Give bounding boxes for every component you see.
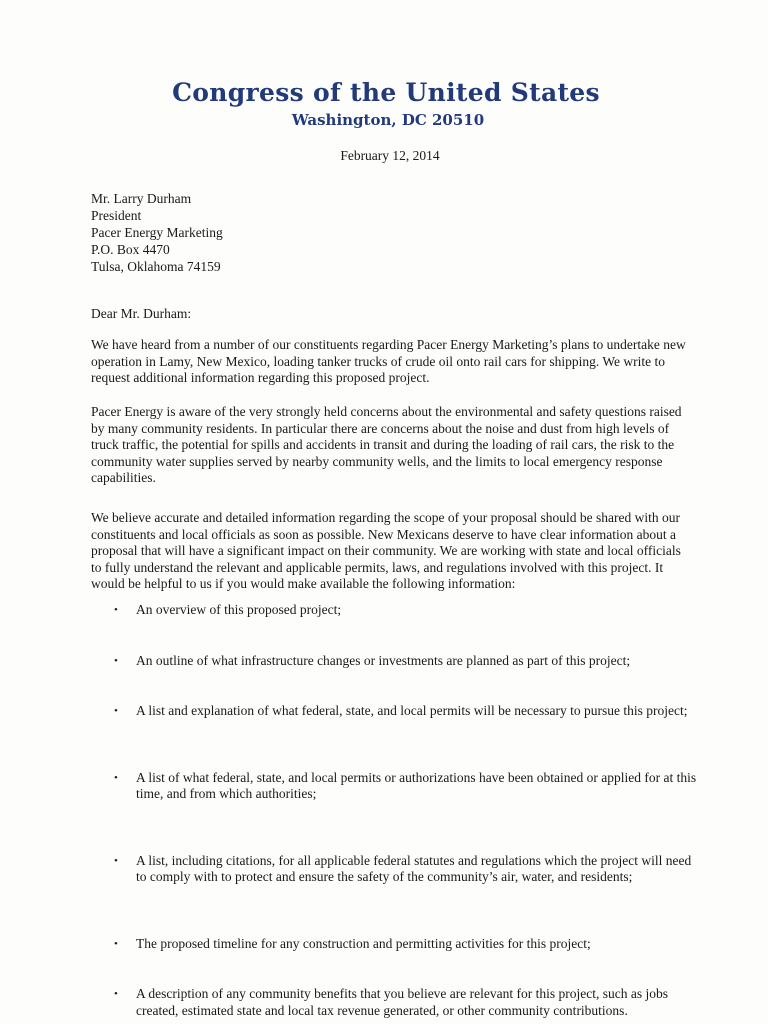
- letterhead-address: Washington, DC 20510: [291, 111, 485, 129]
- list-item: [114, 853, 704, 886]
- paragraph: We believe accurate and detailed information regarding the scope of your proposal should be shared with our constituents and local officials as soon as possible. New Mexicans deserve to have clear information about a proposal that will have a significant impact on their community. We are working with state and local officials to fully understand the relevant and applicable permits, laws, and regulations involved with this project. It would be helpful to us if you would make available the following information:: [91, 510, 681, 591]
- list-item: [114, 653, 704, 670]
- list-item-text: A list of what federal, state, and local permits or authorizations have been obtained or applied for at this time, and from which authorities;: [136, 769, 697, 801]
- recipient-title: President: [91, 208, 142, 223]
- letterhead-title: Congress of the United States: [172, 78, 600, 107]
- request-list: [114, 602, 704, 1018]
- recipient-po-box: P.O. Box 4470: [91, 242, 170, 257]
- bullet-icon: •: [114, 705, 118, 717]
- list-item-text: An overview of this proposed project;: [136, 602, 342, 617]
- list-item: [114, 602, 704, 619]
- letterhead: [0, 78, 768, 130]
- recipient-name: Mr. Larry Durham: [91, 191, 192, 206]
- list-item: [114, 986, 704, 1019]
- bullet-icon: •: [114, 604, 118, 616]
- bullet-icon: •: [114, 854, 118, 867]
- paragraph: Pacer Energy is aware of the very strongly held concerns about the environmental and safety questions raised by many community residents. In particular there are concerns about the noise and dust from high levels of truck traffic, the potential for spills and accidents in transit and during the loading of rail cars, the risk to the community water supplies served by nearby community wells, and the limits to local emergency response capabilities.: [91, 404, 682, 485]
- list-item: [114, 770, 704, 803]
- recipient-address: [91, 190, 223, 275]
- list-item: [114, 703, 704, 720]
- bullet-icon: •: [114, 988, 118, 1000]
- list-item-text: The proposed timeline for any construction and permitting activities for this project;: [136, 935, 591, 951]
- paragraph: We have heard from a number of our constituents regarding Pacer Energy Marketing’s plans to undertake new operation in Lamy, New Mexico, loading tanker trucks of crude oil onto rail cars for shipping. We write to request additional information regarding this proposed project.: [91, 337, 686, 385]
- bullet-icon: •: [114, 937, 118, 950]
- recipient-city-state-zip: Tulsa, Oklahoma 74159: [91, 259, 221, 274]
- list-item: [114, 936, 704, 953]
- bullet-icon: •: [114, 771, 118, 784]
- recipient-company: Pacer Energy Marketing: [91, 225, 223, 240]
- bullet-icon: •: [114, 654, 118, 667]
- list-item-text: An outline of what infrastructure changes or investments are planned as part of this project;: [136, 652, 631, 668]
- list-item-text: A list, including citations, for all applicable federal statutes and regulations which the project will need to comply with to protect and ensure the safety of the community’s air, water, and residents;: [136, 852, 692, 884]
- salutation: Dear Mr. Durham:: [91, 306, 192, 321]
- letter-date: February 12, 2014: [340, 148, 440, 163]
- list-item-text: A description of any community benefits that you believe are relevant for this project, such as jobs created, estimated state and local tax revenue generated, or other community contributions.: [136, 986, 668, 1018]
- list-item-text: A list and explanation of what federal, state, and local permits will be necessary to pursue this project;: [136, 703, 688, 718]
